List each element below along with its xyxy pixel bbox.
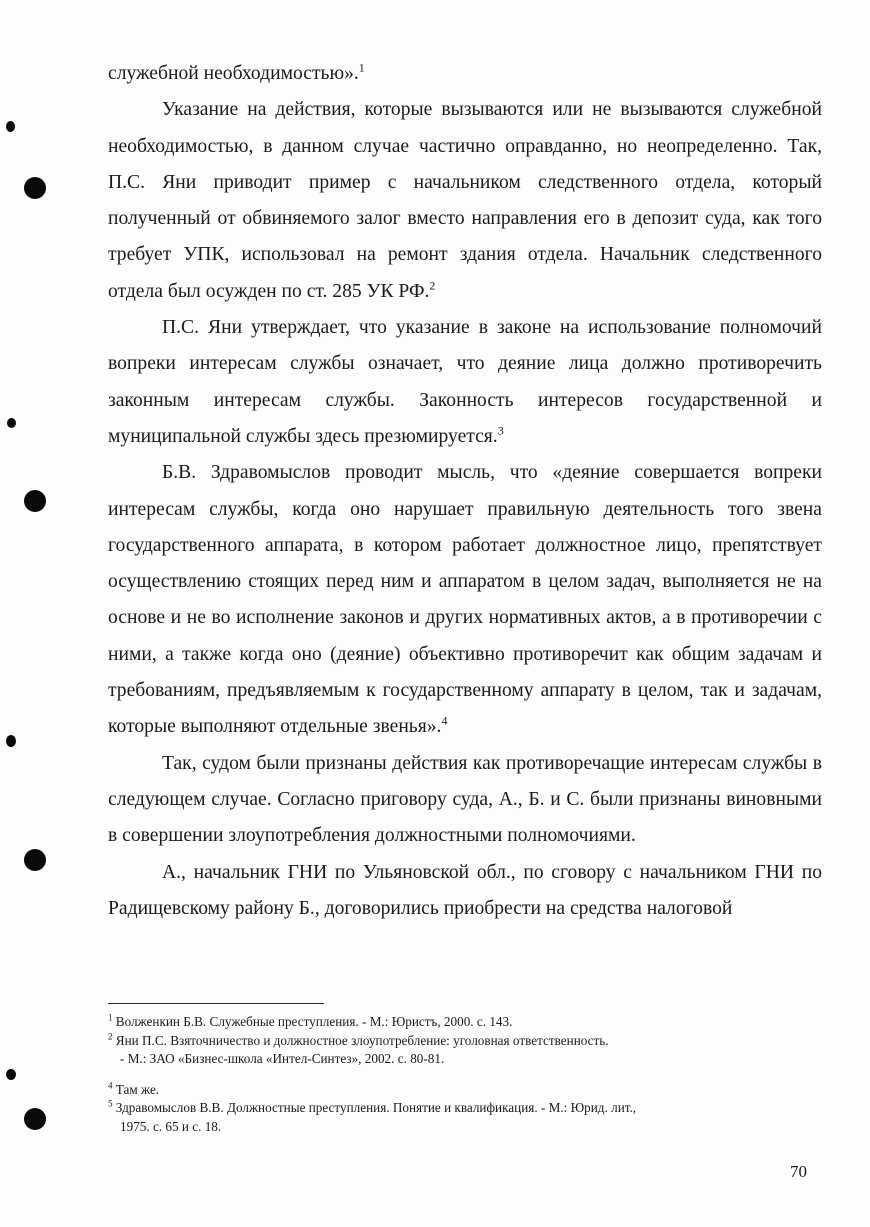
footnote: $^5$ Здравомыслов В.В. Должностные преступления. Понятие и квалификация. - М.: Юрид. лит., 1975. с. 65 и с. 18. xyxy=(108,1098,637,1134)
paragraph: Указание на действия, которые вызываются или не вызываются служебной необходимостью, в данном случае частично оправданно, но неопределенно. Так, П.С. Яни приводит пример с начальником следственного отдела, который полученный от обвиняемого залог вместо направления его в депозит суда, как того требует УПК, использовал на ремонт здания отдела. Начальник следственного отдела был осужден по ст. 285 УК РФ.$^2$ xyxy=(108,99,822,302)
punch-hole xyxy=(24,1108,46,1130)
footnotes xyxy=(108,1013,728,1136)
footnote-ref: 1 xyxy=(358,60,365,75)
page-number: 70 xyxy=(790,1162,807,1181)
footnote-ref: 2 xyxy=(429,278,436,293)
footnote-divider xyxy=(108,1003,324,1004)
footnote: $^1$ Волженкин Б.В. Служебные преступления. - М.: Юристъ, 2000. с. 143. xyxy=(108,1012,513,1029)
paragraph: А., начальник ГНИ по Ульяновской обл., по сговору с начальником ГНИ по Радищевскому району Б., договорились приобрести на средства налоговой xyxy=(108,861,822,919)
paragraph: П.С. Яни утверждает, что указание в законе на использование полномочий вопреки интересам службы означает, что деяние лица должно противоречить законным интересам службы. Законность интересов государственной и муниципальной службы здесь презюмируется.$^3$ xyxy=(108,317,822,447)
footnote: $^4$ Там же. xyxy=(108,1080,160,1097)
paragraph: Так, судом были признаны действия как противоречащие интересам службы в следующем случае. Согласно приговору суда, А., Б. и С. были признаны виновными в совершении злоупотребления должностными полномочиями. xyxy=(108,752,822,847)
footnote-ref: 4 xyxy=(441,713,448,728)
punch-hole xyxy=(6,121,15,132)
footnote-ref: 3 xyxy=(497,423,504,438)
punch-hole xyxy=(24,177,46,199)
footnote: $^2$ Яни П.С. Взяточничество и должностное злоупотребление: уголовная ответственность. - М.: ЗАО «Бизнес-школа «Интел-Синтез», 2002. с. 80-81. xyxy=(108,1031,609,1066)
body-text xyxy=(108,56,822,927)
punch-hole xyxy=(7,418,16,428)
paragraph: Б.В. Здравомыслов проводит мысль, что «деяние совершается вопреки интересам службы, когда оно нарушает правильную деятельность того звена государственного аппарата, в котором работает должностное лицо, препятствует осуществлению стоящих перед ним и аппаратом в целом задач, выполняется не на основе и не во исполнение законов и других нормативных актов, а в противоречии с ними, а также когда оно (деяние) объективно противоречит как общим задачам и требованиям, предъявляемым к государственному аппарату в целом, так и задачам, которые выполняют отдельные звенья».$^4$ xyxy=(108,462,822,738)
punch-hole xyxy=(24,849,46,871)
punch-hole xyxy=(6,735,16,747)
punch-hole xyxy=(24,490,46,512)
punch-hole xyxy=(6,1069,16,1080)
paragraph: служебной необходимостью».$^1$ xyxy=(108,60,365,84)
